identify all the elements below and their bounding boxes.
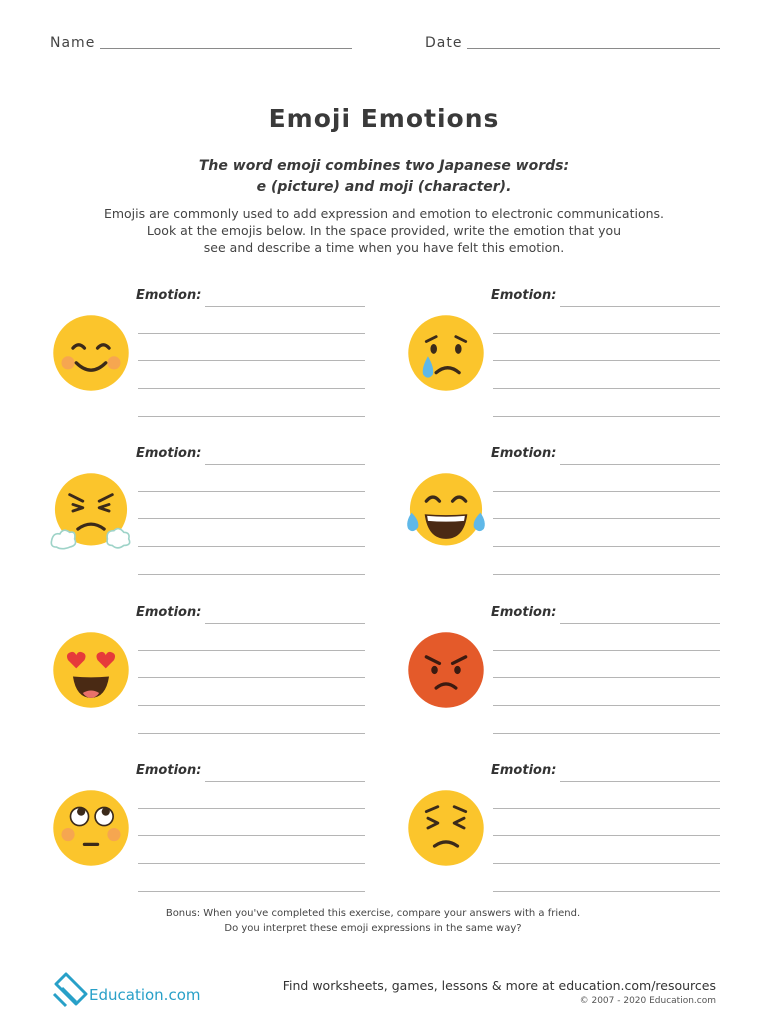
footer-copyright: © 2007 - 2020 Education.com <box>579 996 716 1006</box>
description-line[interactable] <box>138 835 365 836</box>
description-line[interactable] <box>138 891 365 892</box>
emotion-answer-line[interactable] <box>560 781 720 782</box>
emotion-label: Emotion: <box>491 605 557 620</box>
emotion-item-2 <box>405 288 753 428</box>
emotion-label: Emotion: <box>136 288 202 303</box>
date-line[interactable] <box>467 48 720 49</box>
emotion-label: Emotion: <box>491 446 557 461</box>
smiling-face-icon <box>50 312 132 394</box>
description-line[interactable] <box>493 416 720 417</box>
description-line[interactable] <box>138 360 365 361</box>
emotion-label: Emotion: <box>136 763 202 778</box>
emotion-answer-line[interactable] <box>205 623 365 624</box>
angry-face-icon <box>405 629 487 711</box>
emotion-answer-line[interactable] <box>205 781 365 782</box>
intro-line-1: Emojis are commonly used to add expression and emotion to electronic communications. <box>103 206 665 221</box>
description-line[interactable] <box>493 388 720 389</box>
subtitle-line-2: e (picture) and moji (character). <box>256 179 512 195</box>
description-line[interactable] <box>493 835 720 836</box>
description-line[interactable] <box>493 518 720 519</box>
description-line[interactable] <box>138 416 365 417</box>
description-line[interactable] <box>493 891 720 892</box>
emotion-item-7 <box>50 763 398 903</box>
emotion-answer-line[interactable] <box>560 623 720 624</box>
name-label: Name <box>50 35 96 51</box>
emotion-item-1 <box>50 288 398 428</box>
emotion-item-5 <box>50 605 398 745</box>
description-line[interactable] <box>493 360 720 361</box>
eye-roll-face-icon <box>50 787 132 869</box>
footer-tagline[interactable]: Find worksheets, games, lessons & more at education.com/resources <box>282 978 716 993</box>
description-line[interactable] <box>493 705 720 706</box>
page-title: Emoji Emotions <box>268 104 500 133</box>
description-line[interactable] <box>138 491 365 492</box>
emotion-answer-line[interactable] <box>205 464 365 465</box>
steam-from-nose-face-icon <box>50 470 132 552</box>
description-line[interactable] <box>138 808 365 809</box>
description-line[interactable] <box>493 863 720 864</box>
name-line[interactable] <box>100 48 352 49</box>
description-line[interactable] <box>493 491 720 492</box>
intro-line-3: see and describe a time when you have felt this emotion. <box>203 240 565 255</box>
emotion-answer-line[interactable] <box>560 464 720 465</box>
description-line[interactable] <box>138 546 365 547</box>
description-line[interactable] <box>138 650 365 651</box>
subtitle-line-1: The word emoji combines two Japanese words: <box>198 158 570 174</box>
tears-of-joy-face-icon <box>405 470 487 552</box>
emotion-label: Emotion: <box>136 446 202 461</box>
description-line[interactable] <box>138 733 365 734</box>
date-label: Date <box>425 35 463 51</box>
description-line[interactable] <box>493 677 720 678</box>
description-line[interactable] <box>138 705 365 706</box>
emotion-label: Emotion: <box>491 763 557 778</box>
emotion-answer-line[interactable] <box>560 306 720 307</box>
description-line[interactable] <box>138 677 365 678</box>
description-line[interactable] <box>493 546 720 547</box>
description-line[interactable] <box>493 808 720 809</box>
description-line[interactable] <box>493 650 720 651</box>
emotion-item-3 <box>50 446 398 586</box>
bonus-line-1: Bonus: When you've completed this exercise, compare your answers with a friend. <box>165 908 581 919</box>
description-line[interactable] <box>138 333 365 334</box>
description-line[interactable] <box>138 574 365 575</box>
emotion-label: Emotion: <box>491 288 557 303</box>
emotion-item-4 <box>405 446 753 586</box>
bonus-line-2: Do you interpret these emoji expressions in the same way? <box>224 923 522 934</box>
description-line[interactable] <box>138 518 365 519</box>
emotion-answer-line[interactable] <box>205 306 365 307</box>
heart-eyes-face-icon <box>50 629 132 711</box>
description-line[interactable] <box>138 863 365 864</box>
brand-name: Education.com <box>89 986 201 1004</box>
intro-line-2: Look at the emojis below. In the space provided, write the emotion that you <box>146 223 622 238</box>
emotion-item-8 <box>405 763 753 903</box>
crying-face-icon <box>405 312 487 394</box>
description-line[interactable] <box>493 333 720 334</box>
persevering-face-icon <box>405 787 487 869</box>
education-logo-icon <box>52 972 88 1008</box>
description-line[interactable] <box>138 388 365 389</box>
description-line[interactable] <box>493 733 720 734</box>
emotion-item-6 <box>405 605 753 745</box>
emotion-label: Emotion: <box>136 605 202 620</box>
description-line[interactable] <box>493 574 720 575</box>
